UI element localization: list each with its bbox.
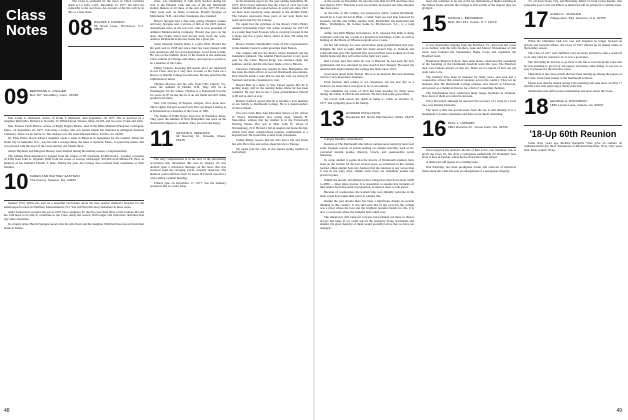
left-page xyxy=(0,0,312,420)
note-paragraph: Good news about Katie Bolton. She is to be married. Her new husband will be a very interested classmate. xyxy=(320,71,414,80)
class-year-number: 16 xyxy=(422,116,447,142)
class-secretary-info xyxy=(30,90,78,98)
page-number-left: 48 xyxy=(4,408,10,414)
note-paragraph: Pliney Jackson, knowing that Karen and I are interested in our Class, sent us a very nice account of his work on a history of Oberlin College in particular. He also describes the exhibitions in detail. xyxy=(150,65,226,81)
note-paragraph: You remember our Class of 1913 has been meeting for many years during the winter at Florida and Arizona. We have had some great times. xyxy=(320,88,414,97)
class-notes-header xyxy=(0,0,62,80)
secretary-address: RFD, Box 231, Colton, N.Y. 13074 xyxy=(448,19,497,24)
class-secretary-info xyxy=(448,122,508,130)
class-year-number: 10 xyxy=(4,169,29,195)
right-page xyxy=(316,0,628,420)
class-secretary-info xyxy=(550,100,603,108)
note-paragraph: The Class of 1917 were fulfilled, your secretary decided to take a week off to do only what he wanted to do. It was a good idea. xyxy=(524,51,622,59)
secretary-name: BERTRAND C. FISCHER xyxy=(30,89,67,93)
secretary-address: The Colony, Stewart, Fla. 33494 xyxy=(30,178,76,183)
secretary-address: Royalston Rd, North Winchendon, Mass. 01475 xyxy=(346,114,414,119)
class-header-10 xyxy=(4,171,144,198)
class-year-number: 18 xyxy=(524,94,549,120)
class-header-17 xyxy=(524,9,622,36)
note-paragraph: The first thing he did was to go back to the Inn to read about the Class that he was planning to get rid of old papers, and many other things. It was not so easy to prepare for the next five years. xyxy=(524,59,622,72)
divider xyxy=(68,46,144,47)
note-paragraph: We again join the class in the annual spring reunion at Gettysburg. xyxy=(232,146,308,155)
class-secretary-info xyxy=(94,21,144,32)
secretary-address: Village Apts. #12, Hanover, N.H. 03755 xyxy=(550,16,606,21)
divider xyxy=(524,125,622,126)
class-year-number: 11 xyxy=(150,125,174,151)
class-year-number: 13 xyxy=(320,105,345,131)
note-paragraph: On her full holiday we were given three great-grandchildren this year, bringing the total to eight. Ruth has made several trips to Vermont and California this year. Her husband Wes and son Elliot were looking in on the family home and they will arrive at the farm very soon. xyxy=(320,43,414,59)
note-paragraph: Then there is the class picture that has been turning up among the papers of the Class. It has been loaned to the Dartmouth archives. xyxy=(524,72,622,80)
note-paragraph: Mrs. Frances Flock Bistow, widow of Edgar Rogers Bistow, died in the Bible Memorial Hospital, Lexington, Mass., on September 22, 1977, following a stroke. She was buried beside her husband in Arlington National Cemetery. There are no survivors. Her address was 301 Penn Pleasant Drive, Fairfax, Va. 22030. xyxy=(4,124,144,136)
note-paragraph: The brothers have been in business for many years, and Jean had a cooperative school that attracted students across the country. They set up business after the Dartmouth College reunion, now known as Universal, and served as a chemical director for a firm of consulting chemists. xyxy=(422,74,516,90)
note-paragraph: The situation is still cause for concern, but probably not more so than it always has been. If we could ask all the presently living classmates and alumni, the great majority of them would probably tell us that we have not changed. xyxy=(320,214,414,230)
left-column-3 xyxy=(232,0,308,156)
class-notes-title: Class Notes xyxy=(6,7,48,39)
class-secretary-info xyxy=(448,17,497,25)
note-paragraph: Readers of The Dartmouth who follow campus news regularly have read some frequent reports of events leading on campus morality, such as ill-concerted student pranks, thievery, brawls, and questionable social functions. xyxy=(320,142,414,158)
class-secretary-info xyxy=(30,175,80,183)
note-paragraph: A very interesting clipping from the Bradford, Vt., Advocate has come to us dealing with the twin brothers, Jean and Marcel Wanamaker of that town. Jean founded the Wanamaker Bugle Corps and organized the Bradford band. xyxy=(422,42,516,58)
note-paragraph: We again had the privilege of the Rotary Club's Henry Alumni Scholarship Fund. Our prime recipient for 1977-78 is a young man from Ecuador who is carrying forward in the College and has a great future ahead of him. He sends his thanks. xyxy=(232,22,308,42)
note-paragraph: Harold Sprague had a fine time seeing Olympic Games and Gary Sprague sent a picture of him at the 1923 games. Anonymous news of his son Carl, who is now president of Amherst Manufacturing Company. Harold also gave us the news that Frank Silver had moved back from the west. Andrew McDonald in his new home has a great job. xyxy=(150,18,226,42)
class-header-13 xyxy=(320,105,414,135)
note-paragraph: Dan Partridge, our most prodigious reader and collector of historical items about the Class has sent an enlargement of a newspaper clipping. xyxy=(422,165,516,173)
class-header-16 xyxy=(422,118,516,145)
note-paragraph: '15, all from Sioux City, and Beardsley Ruml '15 from Cedar Rapids. Our sympathy goes to his son Elliott. A memorial will be printed in a coming issue. xyxy=(524,0,622,7)
note-paragraph: In the financial report for the year ending September 30, 1977, Don Closey indicates that the Class of 1911 has total funds of $3,669.49. As noted before, in each year since 1911 we have been reporting some amount to the Alumni Fund. The balance represents those parts of our total funds not spent and is held by the College. xyxy=(232,0,308,22)
class-year-number: 17 xyxy=(524,7,549,33)
class-header-18 xyxy=(524,96,622,123)
class-year-number: 08 xyxy=(68,14,93,40)
note-paragraph: Herbert Sanford reports that he is sending a new member of our family to Dartmouth College. He is a grand-nephew of Wes Limpert. xyxy=(232,98,308,111)
note-paragraph: Francis Quo on December 17, 1977. See the obituary section in this or a later issue. xyxy=(150,180,226,189)
right-column-1 xyxy=(320,0,414,232)
note-paragraph: Mrs. Carl Lindsey of Eugene, Oregon, lives alone now. She is eighty and gets around well. Her son Roger Lindsey is at Dartmouth as a member of the Class of 1981. xyxy=(150,101,226,113)
note-paragraph: sister, was 'chumming it' with Andy Sackett during his visit to the Phoenix Club and one of the big Dartmouth alumni dinners in all there at the end of the 1977-78 year. They went well on many occasions. Harold Sprague of Manchester, N.H., and other classmates also attended. xyxy=(150,0,226,18)
note-paragraph: Two pics from Miss Ann Maconber Wood, of Dr. Alfred O. Wood, Darthmouth's new acting dean, Stanley H. Macomber, advises that her mother is in the Farnsworth Nursing Home. Her son is Hon. John H. Wood of Warrensburg, N.Y. He had a fall in August and broke his hip, which with other complications requires confinement to a hospital bed. He would like to hear from classmates. xyxy=(232,111,308,138)
note-paragraph: The Wanamakers have celebrated many happy moments in Vermont. Now most of them are retired in Arizona. xyxy=(422,90,516,99)
page-number-right: 49 xyxy=(616,408,622,414)
note-paragraph: We record with sorrow the death of James L. Clark on October 21, 1977. Our sympathy goes to his family. xyxy=(320,97,414,106)
class-header-15 xyxy=(422,13,516,40)
note-paragraph: In a happy letter, Harold Sprague reports that his wife Pearl and his daughter Winifred have moved from their home in Maine. xyxy=(4,221,144,230)
secretary-address: 59 Scott Lane, Princeton, N.J. 08540 xyxy=(94,23,144,32)
note-paragraph: Arthur and Ruth Hughes in Kenmore, N.Y., reported that Ruth is doing volunteer work one day a week at a hospital in San Diego, Calif., as well as helping on the Meals on Wheels program once a week. xyxy=(320,31,414,43)
note-paragraph: The news is that the second stone from the top is still missing. It is a monument to former classmates and there is not much remaining. xyxy=(422,107,516,116)
note-paragraph: Dr. Elsie Eilers, Royal Albert's daughter, spent a week in Hanover in September for the reunion. When her home city of Asheville, N.C., was hit with a sewage thing, the lakes to Spencer, Mass., to spend the winter. She was pleased with the news of the Class and her old friends there. xyxy=(4,136,144,148)
spread-gutter xyxy=(313,0,315,420)
class-header-08 xyxy=(68,14,144,44)
note-paragraph: Sumner (Vic) Willis has sent us a beautiful bio-feature about his new special children's hospital for the handicapped located in Wellfleet, Massachusetts, N.J. You will find this story elsewhere in these notes. xyxy=(4,201,144,209)
secretary-name: ALDEN G. VAUGHAN xyxy=(550,12,582,17)
note-paragraph: The Alumni Fund announced a bequest from the widow of '09 classmate, $1,000 from L. Gosling, a bequest of $100 from John G. Olphant; $500 from the estate of George McDougal; $10,000 from Mildred E. Barr, in memory of her husband Charles T. Dale. During the year, the College also received from classmates or their families. xyxy=(4,153,144,169)
note-paragraph: The only compensation is in the face of the devastating occurrence that threatened this area in January 20 was derived from a television message on the news that was received from the ravaging storm, causally observed. The hundred sound officials from 32 states in Florida reported a crisis during a public meeting. xyxy=(150,157,226,180)
note-paragraph: Mrs. Leslie C. Olmstead, widow of Frank T. Olmstead, died September 19, 1977. She is survived by a daughter Ruth (Mrs. Richard A. Rowell), 25 Tiffield Road, Weston, Mass. 02193, and two sons, Frank and John. xyxy=(4,115,144,124)
note-paragraph: Theodore Fairbanks has resided in New Hampshire. He has been the main officer of several Dartmouth associations. Don Sherrill sends a note that he and his wife are living in Vermont and invite classmates to visit. xyxy=(232,66,308,82)
note-paragraph: A memorial will appear in a coming issue. xyxy=(426,160,479,165)
left-column-1 xyxy=(68,0,144,47)
class-header-09 xyxy=(4,86,144,113)
class-secretary-info xyxy=(550,13,606,21)
note-paragraph: When the Christmas rush was over and attention no longer focused on private and personal affairs, the Class of 1917 offered up its annual salute to the holiday season. xyxy=(524,39,622,51)
secretary-address: Box 157, Woodbury, Conn. 06798 xyxy=(30,92,78,97)
note-paragraph: Dartmouth Medical School, their alma mater, celebrated the centennial of the founding of the Dartmouth baseball team this year. The Bradford men were famous players of that era. There are no reports of how the old team came to be. xyxy=(422,58,516,74)
secretary-address: 1820 Lexion Lane, Goleta, Ca. 90937 xyxy=(550,102,604,107)
note-paragraph: Red Crosier said that when he was at Hanover he had seen the new gymnasium and was surprised by how much it had changed. He noted the unbelievable improvements the College has made since 1913. xyxy=(320,59,414,71)
note-paragraph: Some sixty years ago Richard Peregrine Wise gave an address on commencement day titled 'Tendencies of Modern Education.' Now, sixty years later, Rick, retired '18 up. xyxy=(524,140,622,153)
note-paragraph: Campus Monthly at Dartmouth xyxy=(324,137,363,142)
note-paragraph: Albert Hayhurst and Margaret Beasey were married during the holiday season. Congratulations! xyxy=(8,148,128,153)
note-paragraph: The campus still has the library where Rudolph and the bandsmen gathered. The Alumni Fund reported a very good year for the Class. Harold Kopp was married again last summer, and he and his wife have made a trip to Hawaii. xyxy=(232,50,308,66)
left-column-1-lower xyxy=(4,84,144,232)
secretary-name: HOWARD KNOLLYSON xyxy=(346,110,381,115)
note-paragraph: Because of coeducation, the women who were initially welcome in the male world have taken their place in campus life. xyxy=(320,190,414,198)
note-paragraph: Thomas Morrow and his wife from Falls Church, Va., spent the summer in Dublin, N.H. They will be in Washington for the winter. Thomas is a Dartmouth favorite for years. At 87 he has the air of an old friend and still walks around town daily. xyxy=(150,81,226,101)
note-paragraph: During the past decade there has been a significant change in societal thinking in this country. It was said once that in my own day the college was a place where the best and the brightest became friends for life. It is now a crossroads where the students have taken over. xyxy=(320,198,414,214)
note-paragraph: The family of Edith Noyes lives now in Wellesley, Mass. They spent the summer in New Hampshire and were on the Dartmouth campus for reunion. They are well and happy. xyxy=(150,113,226,125)
note-paragraph: Harold Burt in a letter to Wes Lineal reports that he is getting along well in the nursing home where he has been confined. He says that he has 7 great grandchildren. Harold is 90 and as alert as ever. xyxy=(232,82,308,98)
note-paragraph: Tracy Brownell, although he reported the recovery of a wing in a local tree, was missing his home. xyxy=(422,99,516,107)
class-header-11 xyxy=(150,125,226,155)
left-column-2 xyxy=(150,0,226,190)
note-paragraph: Joshua Emery reports that his wife had a fall and broke her arm. He is fine and writes about his trip to Europe. xyxy=(232,138,308,146)
secretary-name: MARVIN L. BRODERICK xyxy=(448,16,484,21)
secretary-address: 2901 Deloche Dr., Grove Park, Fla. 32796 xyxy=(448,125,508,130)
right-column-3 xyxy=(524,0,622,154)
note-paragraph: Please note that the annual spring Class meeting will take place on May 17 and the Class will again enjoy lunch at the Inn. xyxy=(524,80,622,89)
note-paragraph: been and continues to be one of the top institutions of higher learning in the United States and that the College is still worthy of the support they are giving it. xyxy=(422,0,516,11)
secretary-address: 43 Deering St., Roselle, Mass. 01945 xyxy=(176,134,226,143)
class-year-number: 09 xyxy=(4,84,29,109)
note-paragraph: The Class is saddened by the news of Chick Carlisle's death at La Jolla, Calif., December 15, 1977. We send our sympathy to his survivors. An account of his life will be in this or a later issue. xyxy=(68,0,144,15)
class-secretary-info xyxy=(176,132,226,143)
right-column-2 xyxy=(422,0,516,175)
note-paragraph: Within the decade, enrollment in the College has risen from about 3,000 to 4000 — three times greater. It is reasonable to assume that incidents of misconduct have increased in proportion, as there is more to talk about. xyxy=(320,177,414,190)
secretary-name: PAUL L. HOWARD xyxy=(448,121,475,126)
note-paragraph: Alumni Records still receives information and news about the Class. xyxy=(528,89,613,94)
reunion-heading: '18-Up 60th Reunion xyxy=(529,128,617,139)
note-paragraph: Andy Sackett has accepted the job as 1910 class conductor for the five-year fund drive of the College. He and his wife hope to be able to contribute to the Class. Andy has served 1910 longer and with more devotion than any other classmate. xyxy=(4,209,144,222)
secretary-name: KAREN AND WHITNEY EASTMAN xyxy=(30,174,80,179)
secretary-name: ARTHUR G. WESHOFF xyxy=(176,130,210,135)
class-year-number: 15 xyxy=(422,11,447,37)
note-paragraph: At the time of this writing, our perspective editor, Laman Richmond, should be at Casa del Sol in Pharr, a 'relief' from our own heat followed by Granada, Sevilla, and within, another Arab. Meanwhile, his Australian and Phila., Washington, his former home in Myrtlewood, S.C., is a long distance. xyxy=(320,11,414,31)
note-paragraph: of the woods on November 26, one day later than in 1976 and three days later than in 1975. This time it was two inches; he doesn't tell what amounts like deep snow. xyxy=(320,0,414,11)
note-paragraph: Evan Webster sent wishes to all classmates. On his new life as a widower, he notes that it was great to be at our reunion. xyxy=(320,80,414,88)
secretary-name: GEORGE H. WOODBURY xyxy=(550,99,588,104)
secretary-name: WALTER F. FURMAN xyxy=(94,19,125,24)
note-paragraph: To some alumni it seems that the morals of Dartmouth students have been on the decline for the last several years, as evidenced in the campus journal. Other alumni have not doubted that the situation is any worse than it was in the early days; alumni from every era remember pranks and practical jokes. xyxy=(320,158,414,178)
note-paragraph: Jim Colegrove has added to the list of Bert Lows, one classmate who is given the Class 10, but such a contagious enthusiasm for Rudolph's new book is here in Florida, where he has lived since high school. xyxy=(422,147,516,160)
class-secretary-info xyxy=(346,112,414,120)
note-paragraph: Horace Vautrin, Dartmouth's Class of 1911 representative in the Alumni Council, sends greetings from Boston. xyxy=(232,42,308,50)
note-paragraph: Some Masonic friends made it a gala affair. Harold has his gold seal in 1938 and since then has been blessed with four grandsons and two great-grandsons. Good news to him. He was on the bulletin board of his friends at the Anderson Class reunion in Chicago and others, and says he is proud to be a member of the Class. xyxy=(150,42,226,65)
